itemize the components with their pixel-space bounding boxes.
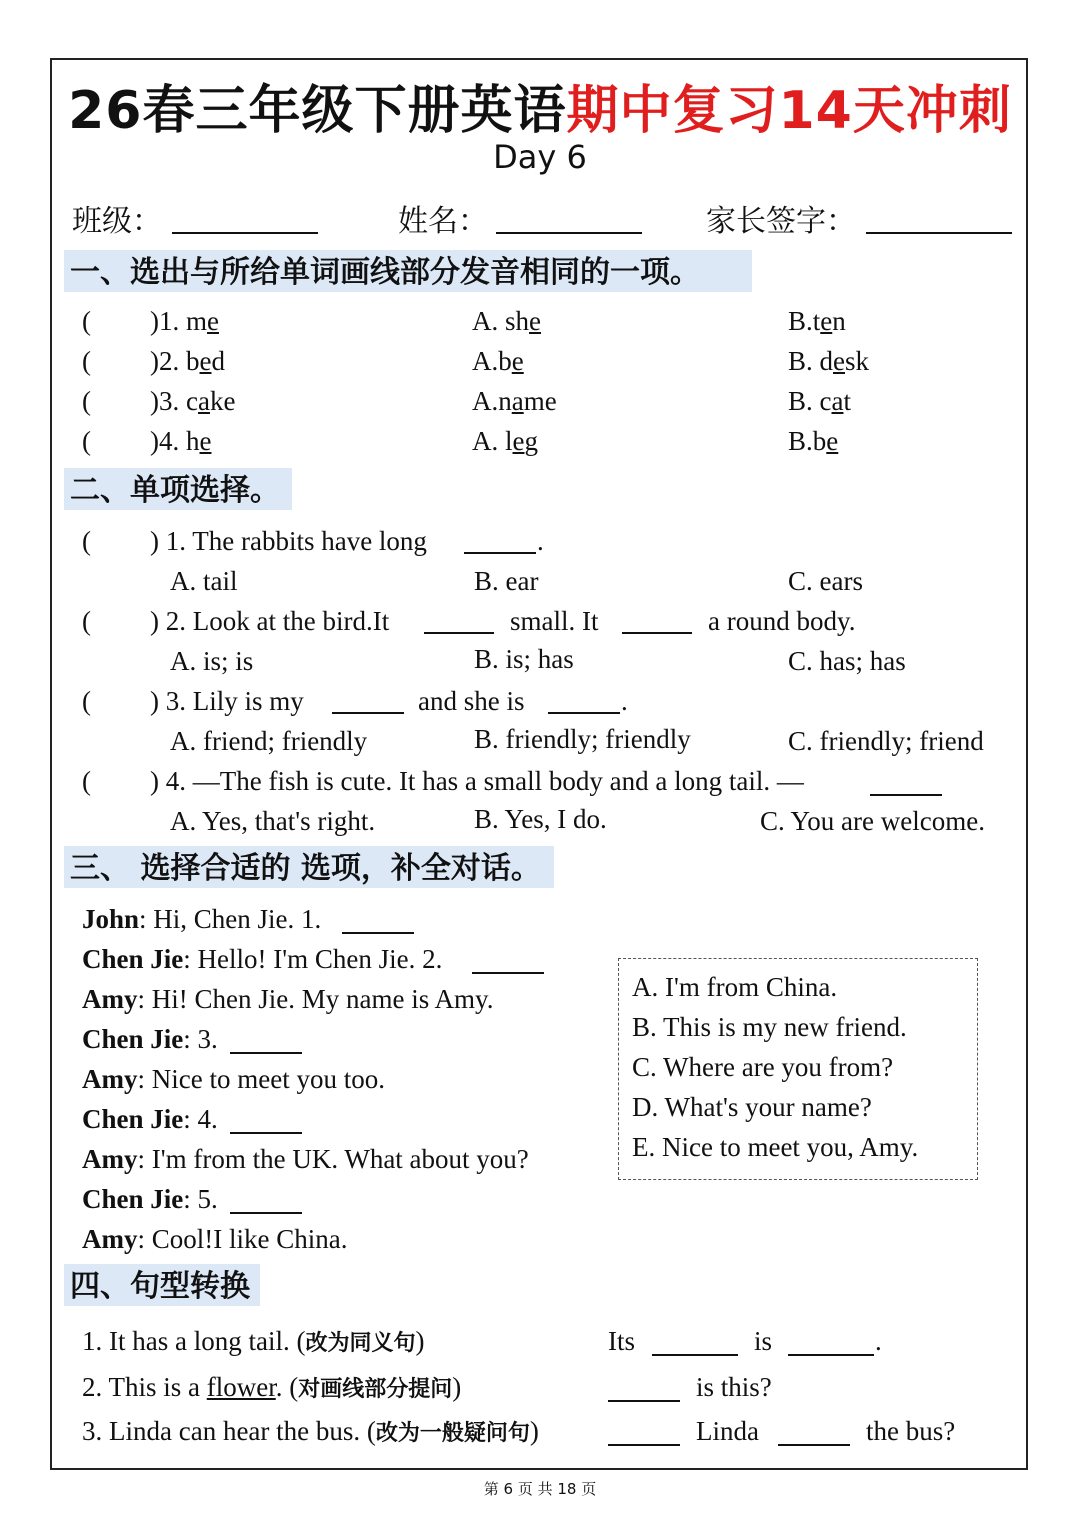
dialogue-line: Chen Jie: 4. <box>82 1104 218 1134</box>
paren: ( <box>82 766 91 796</box>
option-b: B. desk <box>788 346 870 376</box>
dialogue-line: John: Hi, Chen Jie. 1. <box>82 904 322 934</box>
page-footer: 第 6 页 共 18 页 <box>483 1480 597 1498</box>
answer-word: the bus? <box>866 1416 956 1446</box>
option-a: A.name <box>472 386 557 416</box>
name-label: 姓名： <box>398 204 488 239</box>
answer-word: is this? <box>696 1372 772 1402</box>
paren: ( <box>82 526 91 556</box>
answer-blank[interactable] <box>622 632 692 634</box>
title-black: 26春三年级下册英语 <box>68 81 567 141</box>
answer-blank[interactable] <box>424 632 494 634</box>
question-text: ) 4. —The fish is cute. It has a small body and a long tail. — <box>150 766 804 796</box>
question-word: )3. cake <box>150 386 236 416</box>
option-c: C. friendly; friend <box>788 726 984 756</box>
answer-blank[interactable] <box>230 1132 302 1134</box>
paren: ( <box>82 306 91 336</box>
question-text: small. It <box>510 606 599 636</box>
answer-blank[interactable] <box>608 1400 680 1402</box>
question-text: a round body. <box>708 606 856 636</box>
option-b: B.ten <box>788 306 846 336</box>
answer-blank[interactable] <box>608 1444 680 1446</box>
answer-blank[interactable] <box>230 1212 302 1214</box>
paren: ( <box>82 606 91 636</box>
section-4-heading: 四、句型转换 <box>64 1264 260 1306</box>
question-word: )2. bed <box>150 346 225 376</box>
paren: ( <box>82 386 91 416</box>
option-a: A. is; is <box>170 646 254 676</box>
option-item: C. Where are you from? <box>632 1052 894 1082</box>
punct: . <box>537 526 544 556</box>
punct: . <box>621 686 628 716</box>
punct: . <box>875 1326 882 1356</box>
question-word: )1. me <box>150 306 219 336</box>
answer-blank[interactable] <box>788 1354 874 1356</box>
option-c: C. has; has <box>788 646 906 676</box>
answer-blank[interactable] <box>778 1444 850 1446</box>
section-3-heading: 三、 选择合适的 选项，补全对话。 <box>64 846 554 888</box>
answer-blank[interactable] <box>342 932 414 934</box>
option-a: A. friend; friendly <box>170 726 368 756</box>
section-1-heading: 一、选出与所给单词画线部分发音相同的一项。 <box>64 250 752 292</box>
option-item: E. Nice to meet you, Amy. <box>632 1132 919 1162</box>
question-text: ) 2. Look at the bird.It <box>150 606 390 636</box>
parent-sign-blank[interactable] <box>866 232 1012 234</box>
option-b: B. Yes, I do. <box>474 804 607 834</box>
dialogue-line: Chen Jie: 5. <box>82 1184 218 1214</box>
day-label: Day 6 <box>493 138 587 176</box>
option-a: A. leg <box>472 426 538 456</box>
answer-blank[interactable] <box>464 552 536 554</box>
answer-blank[interactable] <box>230 1052 302 1054</box>
dialogue-line: Amy: Nice to meet you too. <box>82 1064 385 1094</box>
answer-blank[interactable] <box>548 712 620 714</box>
dialogue-line: Amy: Hi! Chen Jie. My name is Amy. <box>82 984 494 1014</box>
option-b: B. ear <box>474 566 539 596</box>
answer-blank[interactable] <box>652 1354 738 1356</box>
option-a: A. tail <box>170 566 238 596</box>
paren: ( <box>82 686 91 716</box>
paren: ( <box>82 426 91 456</box>
dialogue-line: Chen Jie: Hello! I'm Chen Jie. 2. <box>82 944 443 974</box>
question-text: ) 1. The rabbits have long <box>150 526 427 556</box>
answer-blank[interactable] <box>870 794 942 796</box>
option-b: B. is; has <box>474 644 574 674</box>
option-a: A. Yes, that's right. <box>170 806 376 836</box>
answer-blank[interactable] <box>472 972 544 974</box>
option-item: B. This is my new friend. <box>632 1012 907 1042</box>
option-b: B. friendly; friendly <box>474 724 691 754</box>
option-b: B. cat <box>788 386 851 416</box>
option-b: B.be <box>788 426 839 456</box>
answer-word: Linda <box>696 1416 759 1446</box>
answer-word: is <box>754 1326 773 1356</box>
dialogue-line: Amy: Cool!I like China. <box>82 1224 348 1254</box>
page-title <box>0 68 1080 143</box>
parent-sign-label: 家长签字： <box>706 204 856 239</box>
dialogue-line: Chen Jie: 3. <box>82 1024 218 1054</box>
dialogue-line: Amy: I'm from the UK. What about you? <box>82 1144 529 1174</box>
paren: ( <box>82 346 91 376</box>
answer-blank[interactable] <box>332 712 404 714</box>
option-item: D. What's your name? <box>632 1092 872 1122</box>
title-red: 期中复习14天冲刺 <box>566 81 1012 141</box>
option-c: C. ears <box>788 566 863 596</box>
question-text: 1. It has a long tail. (改为同义句) <box>82 1326 425 1356</box>
question-word: )4. he <box>150 426 212 456</box>
option-a: A. she <box>472 306 541 336</box>
option-item: A. I'm from China. <box>632 972 838 1002</box>
question-text: ) 3. Lily is my <box>150 686 304 716</box>
question-text: and she is <box>418 686 525 716</box>
option-c: C. You are welcome. <box>760 806 985 836</box>
class-label: 班级： <box>72 204 162 239</box>
section-2-heading: 二、单项选择。 <box>64 468 292 510</box>
question-text: 2. This is a flower. (对画线部分提问) <box>82 1372 462 1402</box>
class-blank[interactable] <box>172 232 318 234</box>
question-text: 3. Linda can hear the bus. (改为一般疑问句) <box>82 1416 539 1446</box>
option-a: A.be <box>472 346 524 376</box>
name-blank[interactable] <box>496 232 642 234</box>
answer-word: Its <box>608 1326 635 1356</box>
